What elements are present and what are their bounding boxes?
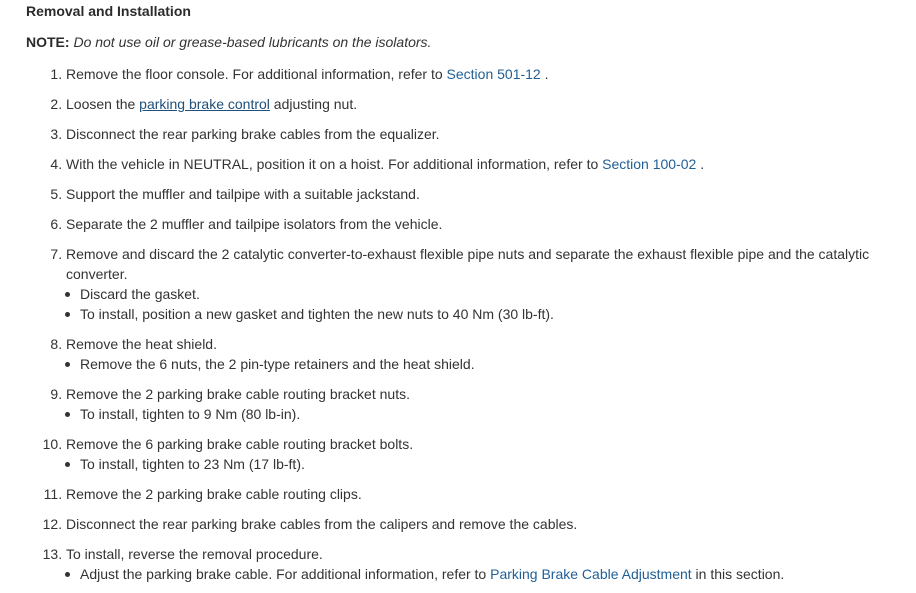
step-item [12,434,888,474]
sub-step-list [66,284,888,324]
step-body [66,384,888,424]
sub-step-text: Adjust the parking brake cable. For additional information, refer to [80,566,491,582]
sub-step-item [40,454,888,474]
step-text-main: Disconnect the rear parking brake cables from the calipers and remove the cables. [66,516,578,532]
step-text-main: Separate the 2 muffler and tailpipe isolators from the vehicle. [66,216,443,232]
step-text [66,334,888,354]
step-item [12,484,888,504]
step-body [66,94,888,114]
step-text [66,214,888,234]
step-text-main: Loosen the [66,96,140,112]
step-text [66,544,888,564]
reference-link[interactable]: Section 501-12 [446,66,541,82]
step-number: 13. [42,546,63,562]
step-text-main: Support the muffler and tailpipe with a suitable jackstand. [66,186,420,202]
step-number: 8. [50,336,63,352]
reference-link[interactable]: Section 100-02 [602,156,697,172]
step-body [66,544,888,584]
step-body [66,334,888,374]
sub-step-tail: in this section. [691,566,785,582]
step-item [12,94,888,114]
step-text-main: Remove the floor console. For additional information, refer to [66,66,447,82]
step-text [66,484,888,504]
sub-step-text: To install, tighten to 23 Nm (17 lb-ft). [80,456,305,472]
step-number: 10. [42,436,63,452]
sub-step-item [40,284,888,304]
reference-link[interactable]: Parking Brake Cable Adjustment [490,566,692,582]
step-item [12,124,888,144]
step-text [66,64,888,84]
sub-step-text: To install, position a new gasket and tighten the new nuts to 40 Nm (30 lb-ft). [80,306,554,322]
step-item [12,214,888,234]
sub-step-item [40,354,888,374]
sub-step-text: To install, tighten to 9 Nm (80 lb-in). [80,406,301,422]
step-item [12,244,888,324]
step-number: 2. [50,96,63,112]
step-number: 12. [42,516,63,532]
step-number: 3. [50,126,63,142]
step-text [66,124,888,144]
step-text [66,384,888,404]
sub-step-item [40,404,888,424]
step-body [66,214,888,234]
sub-step-list [66,454,888,474]
step-body [66,184,888,204]
step-text-tail: . [540,66,549,82]
step-text [66,184,888,204]
note-label: NOTE: [26,34,70,50]
step-body [66,484,888,504]
step-number: 6. [50,216,63,232]
sub-step-item [40,564,888,584]
step-number: 9. [50,386,63,402]
step-text [66,94,888,114]
section-title: Removal and Installation [26,3,191,19]
step-number: 11. [43,486,63,502]
step-text-tail: adjusting nut. [269,96,358,112]
step-text [66,434,888,454]
step-text [66,154,888,174]
note-text: Do not use oil or grease-based lubricants on the isolators. [73,34,432,50]
reference-link[interactable]: parking brake control [139,96,270,112]
step-item [12,384,888,424]
sub-step-text: Remove the 6 nuts, the 2 pin-type retainers and the heat shield. [80,356,475,372]
step-text-main: Remove the 6 parking brake cable routing bracket bolts. [66,436,414,452]
step-text-main: Remove the 2 parking brake cable routing clips. [66,486,362,502]
sub-step-list [66,354,888,374]
step-text-tail: . [696,156,705,172]
sub-step-item [40,304,888,324]
step-number: 4. [50,156,63,172]
step-body [66,434,888,474]
sub-step-list [66,564,888,584]
step-item [12,334,888,374]
step-body [66,124,888,144]
step-number: 5. [50,186,63,202]
step-text-main: To install, reverse the removal procedure. [66,546,323,562]
step-item [12,154,888,174]
step-item [12,544,888,584]
step-text-main: Remove the heat shield. [66,336,217,352]
step-text-main: With the vehicle in NEUTRAL, position it on a hoist. For additional information, refer to [66,156,603,172]
step-number: 7. [50,246,63,262]
note [26,34,916,50]
step-text [66,244,888,284]
steps-list [26,64,888,584]
step-item [12,64,888,84]
sub-step-list [66,404,888,424]
sub-step-text: Discard the gasket. [80,286,200,302]
step-body [66,244,888,324]
step-item [12,184,888,204]
step-body [66,64,888,84]
step-body [66,154,888,174]
step-text-main: Disconnect the rear parking brake cables from the equalizer. [66,126,440,142]
step-body [66,514,888,534]
step-number: 1. [50,66,63,82]
step-text-main: Remove the 2 parking brake cable routing bracket nuts. [66,386,410,402]
step-item [12,514,888,534]
step-text [66,514,888,534]
step-text-main: Remove and discard the 2 catalytic converter-to-exhaust flexible pipe nuts and separate the exhaust flexible pipe and the catalytic converter. [66,246,870,282]
